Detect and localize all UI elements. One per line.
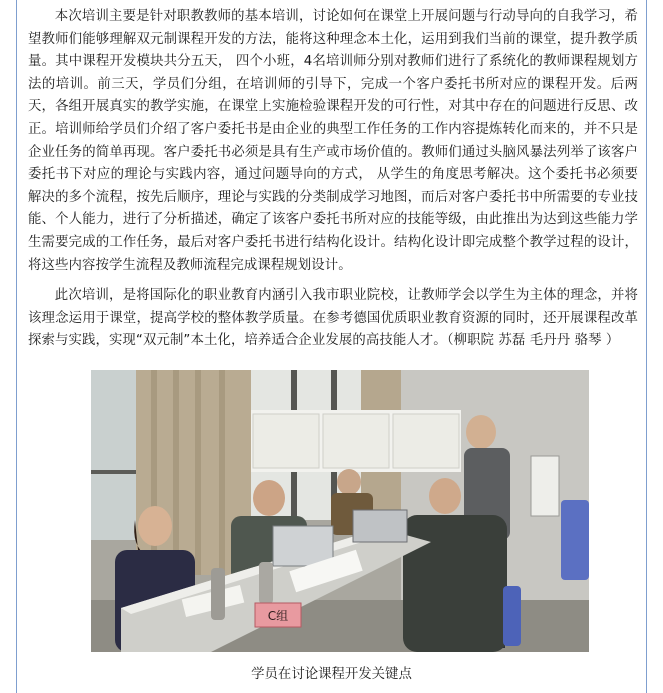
training-photo bbox=[91, 370, 589, 652]
paragraph-training-significance: 此次培训，是将国际化的职业教育内涵引入我市职业院校，让教师学会以学生为主体的理念，并将该理念运用于课堂，提高学校的整体教学质量。在参考德国优质职业教育资源的同时，还开展课程改革探索与实践，实现“双元制”本土化，培养适合企业发展的高技能人才。（柳职院 苏磊 毛丹丹 骆琴 ） bbox=[28, 288, 638, 349]
article-body bbox=[28, 6, 638, 353]
table-sign-label: C组 bbox=[267, 609, 289, 623]
photo-caption: 学员在讨论课程开发关键点 bbox=[251, 667, 412, 682]
paragraph-training-overview: 本次培训主要是针对职教教师的基本培训，讨论如何在课堂上开展问题与行动导向的自我学习，希望教师们能够理解双元制课程开发的方法，能将这种理念本土化，运用到我们当前的课堂，提升教学质量。其中课程开发模块共分五天， 四个小班，4名培训师分别对教师们进行了系统化的教师课程规划方法的培训。前三天，学员们分组，在培训师的引导下，完成一个客户委托书所对应的课程开发。后两天，各组开展真实的教学实施，在课堂上实施检验课程开发的可行性，对其中存在的问题进行反思、改正。培训师给学员们介绍了客户委托书是由企业的典型工作任务的工作内容提炼转化而来的，并不只是企业任务的简单再现。客户委托书必须是具有生产或市场价值的。教师们通过头脑风暴法列举了该客户委托书下对应的理论与实践内容，通过问题导向的方式， 从学生的角度思考解决。这个委托书必须要解决的多个流程，按先后顺序，理论与实践的分类制成学习地图，而后对客户委托书中所需要的专业技能、个人能力，进行了分析描述，确定了该客户委托书所对应的技能等级，由此推出为达到这些能力学生需要完成的工作任务，最后对客户委托书进行结构化设计。结构化设计即完成整个教学过程的设计，将这些内容按学生流程及教师流程完成课程规划设计。 bbox=[28, 9, 638, 273]
